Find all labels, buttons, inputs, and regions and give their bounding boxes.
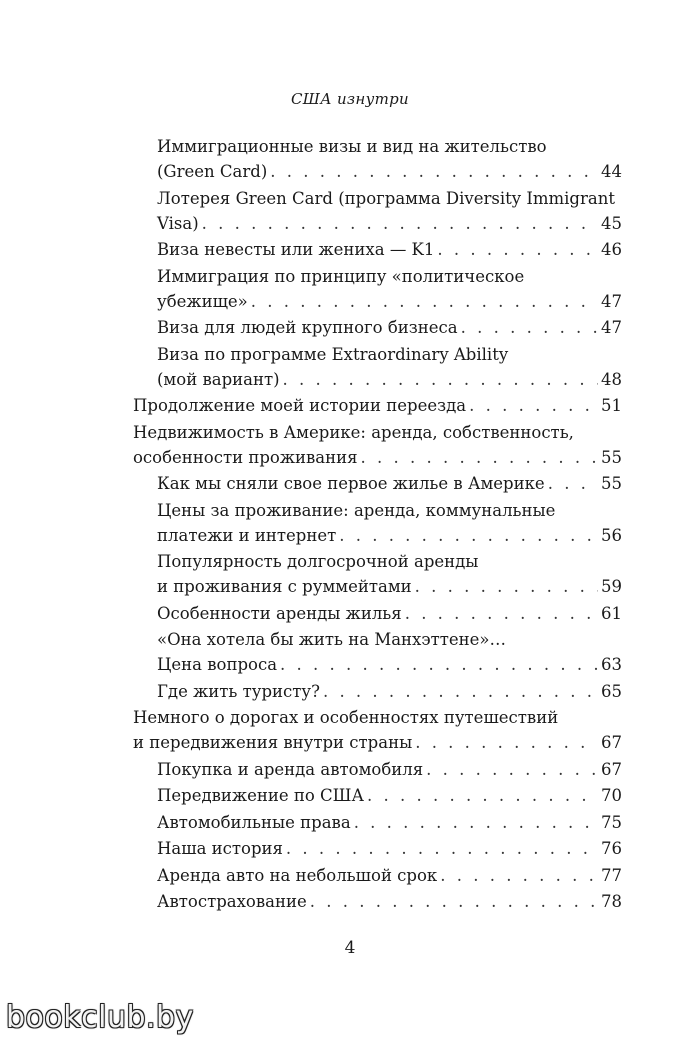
toc-entry-page: 75 bbox=[601, 812, 622, 832]
toc-entry-row bbox=[157, 652, 622, 677]
toc-entry bbox=[157, 810, 622, 835]
toc-entry-page: 51 bbox=[601, 396, 622, 415]
toc-entry-row bbox=[157, 237, 622, 262]
watermark-logo: bookclub.by bbox=[6, 1000, 194, 1035]
toc-entry-row bbox=[157, 367, 622, 392]
toc-entry-title: Цена вопроса bbox=[157, 655, 278, 674]
toc-entry-title: убежище» bbox=[157, 291, 248, 311]
toc-entry-title: и передвижения внутри страны bbox=[133, 733, 413, 752]
toc-entry-title-line: Виза по программе Extraordinary Ability bbox=[157, 344, 509, 364]
toc-entry-row bbox=[157, 471, 622, 496]
toc-entry bbox=[157, 264, 622, 314]
toc-entry-row bbox=[157, 289, 622, 314]
toc-entry-title: Продолжение моей истории переезда bbox=[133, 396, 467, 415]
dot-leader bbox=[469, 393, 598, 418]
toc-entry bbox=[157, 836, 622, 861]
dot-leader bbox=[339, 523, 598, 548]
dot-leader bbox=[323, 679, 598, 704]
toc-entry bbox=[133, 393, 622, 418]
toc-entry-page: 61 bbox=[601, 603, 622, 623]
toc-entry-title: Передвижение по США bbox=[157, 786, 364, 805]
dot-leader bbox=[283, 367, 598, 392]
toc-entry-title: (Green Card) bbox=[157, 162, 268, 181]
toc-entry-row bbox=[133, 445, 622, 470]
toc-entry bbox=[157, 863, 622, 888]
toc-entry-page: 77 bbox=[601, 865, 622, 885]
dot-leader bbox=[367, 783, 598, 808]
dot-leader bbox=[461, 315, 598, 340]
toc-entry bbox=[157, 679, 622, 704]
toc-entry-page: 56 bbox=[601, 525, 622, 545]
toc-entry bbox=[133, 705, 622, 755]
toc-entry-title-line: Лотерея Green Card (программа Diversity Immigrant bbox=[157, 188, 615, 208]
toc-entry-row bbox=[157, 523, 622, 548]
toc-entry bbox=[157, 889, 622, 914]
dot-leader bbox=[280, 652, 598, 677]
dot-leader bbox=[548, 471, 598, 496]
toc-entry bbox=[157, 471, 622, 496]
toc-entry-page: 67 bbox=[601, 733, 622, 752]
toc-entry-page: 65 bbox=[601, 681, 622, 701]
toc-entry-title: Наша история bbox=[157, 839, 283, 858]
toc-entry-page: 63 bbox=[601, 655, 622, 674]
toc-entry-row bbox=[133, 393, 622, 418]
toc-entry-title: Особенности аренды жилья bbox=[157, 603, 402, 623]
toc-entry bbox=[157, 315, 622, 340]
toc-entry-title: Виза для людей крупного бизнеса bbox=[157, 318, 458, 337]
toc-entry-title: Где жить туристу? bbox=[157, 681, 320, 701]
toc-entry-row bbox=[157, 159, 622, 184]
dot-leader bbox=[437, 237, 598, 262]
toc-entry-page: 45 bbox=[601, 213, 622, 233]
toc-entry-title-line: Иммиграция по принципу «политическое bbox=[157, 266, 525, 286]
toc-entry-row bbox=[157, 863, 622, 888]
toc-entry-title-line: Немного о дорогах и особенностях путешествий bbox=[133, 708, 559, 727]
dot-leader bbox=[415, 730, 598, 755]
dot-leader bbox=[426, 757, 598, 782]
toc-entry-row bbox=[157, 679, 622, 704]
toc-entry-page: 46 bbox=[601, 240, 622, 259]
toc-entry-page: 55 bbox=[601, 447, 622, 467]
toc-entry-title: (мой вариант) bbox=[157, 369, 280, 389]
toc-entry-row bbox=[157, 315, 622, 340]
toc-entry-page: 76 bbox=[601, 839, 622, 858]
dot-leader bbox=[440, 863, 598, 888]
toc-entry bbox=[157, 237, 622, 262]
toc-entry-page: 55 bbox=[601, 474, 622, 493]
toc-entry-row bbox=[157, 810, 622, 835]
toc-entry-page: 47 bbox=[601, 291, 622, 311]
page-number: 4 bbox=[344, 938, 356, 958]
dot-leader bbox=[361, 445, 598, 470]
toc-entry-row bbox=[157, 783, 622, 808]
dot-leader bbox=[286, 836, 598, 861]
toc-entry-row bbox=[157, 889, 622, 914]
toc-entry-row bbox=[157, 601, 622, 626]
toc-entry-title: и проживания с руммейтами bbox=[157, 577, 412, 596]
toc-entry-title-line: Цены за проживание: аренда, коммунальные bbox=[157, 500, 556, 520]
toc-entry bbox=[157, 498, 622, 548]
toc-entry-title-line: Популярность долгосрочной аренды bbox=[157, 552, 479, 571]
toc-entry bbox=[157, 627, 622, 677]
toc-entry-title: особенности проживания bbox=[133, 447, 358, 467]
toc-entry-page: 44 bbox=[601, 162, 622, 181]
toc-entry-title: Виза невесты или жениха — K1 bbox=[157, 240, 435, 259]
toc-entry bbox=[157, 549, 622, 599]
toc-entry-row bbox=[157, 574, 622, 599]
running-header: США изнутри bbox=[291, 90, 409, 108]
toc-entry-title-line: Недвижимость в Америке: аренда, собственность, bbox=[133, 422, 574, 442]
toc-entry-title: Автострахование bbox=[157, 892, 307, 911]
toc-entry-title: платежи и интернет bbox=[157, 525, 337, 545]
toc-entry-row bbox=[157, 757, 622, 782]
dot-leader bbox=[354, 810, 598, 835]
toc-entry bbox=[157, 757, 622, 782]
toc-entry-title: Как мы сняли свое первое жилье в Америке bbox=[157, 474, 545, 493]
toc-entry-page: 78 bbox=[601, 892, 622, 911]
dot-leader bbox=[405, 601, 598, 626]
dot-leader bbox=[415, 574, 598, 599]
toc-entry bbox=[157, 342, 622, 392]
toc-entry bbox=[157, 783, 622, 808]
toc-entry-title: Аренда авто на небольшой срок bbox=[157, 865, 438, 885]
toc-entry-title: Покупка и аренда автомобиля bbox=[157, 759, 424, 779]
dot-leader bbox=[310, 889, 598, 914]
toc-entry-title: Автомобильные права bbox=[157, 812, 351, 832]
toc-entry-title-line: «Она хотела бы жить на Манхэттене»… bbox=[157, 630, 506, 649]
toc-entry-row bbox=[157, 836, 622, 861]
dot-leader bbox=[251, 289, 598, 314]
toc-entry bbox=[157, 134, 622, 184]
toc-entry-page: 47 bbox=[601, 318, 622, 337]
toc-entry-row bbox=[133, 730, 622, 755]
toc-entry-title-line: Иммиграционные визы и вид на жительство bbox=[157, 137, 547, 156]
toc-entry-page: 48 bbox=[601, 369, 622, 389]
toc-entry bbox=[157, 601, 622, 626]
toc-entry-row bbox=[157, 211, 622, 236]
toc-entry-page: 59 bbox=[601, 577, 622, 596]
toc-entry bbox=[157, 186, 622, 236]
toc-entry-page: 67 bbox=[601, 759, 622, 779]
toc-entry-title: Visa) bbox=[157, 213, 199, 233]
dot-leader bbox=[270, 159, 598, 184]
dot-leader bbox=[202, 211, 598, 236]
toc-entry-page: 70 bbox=[601, 786, 622, 805]
toc-entry bbox=[133, 420, 622, 470]
